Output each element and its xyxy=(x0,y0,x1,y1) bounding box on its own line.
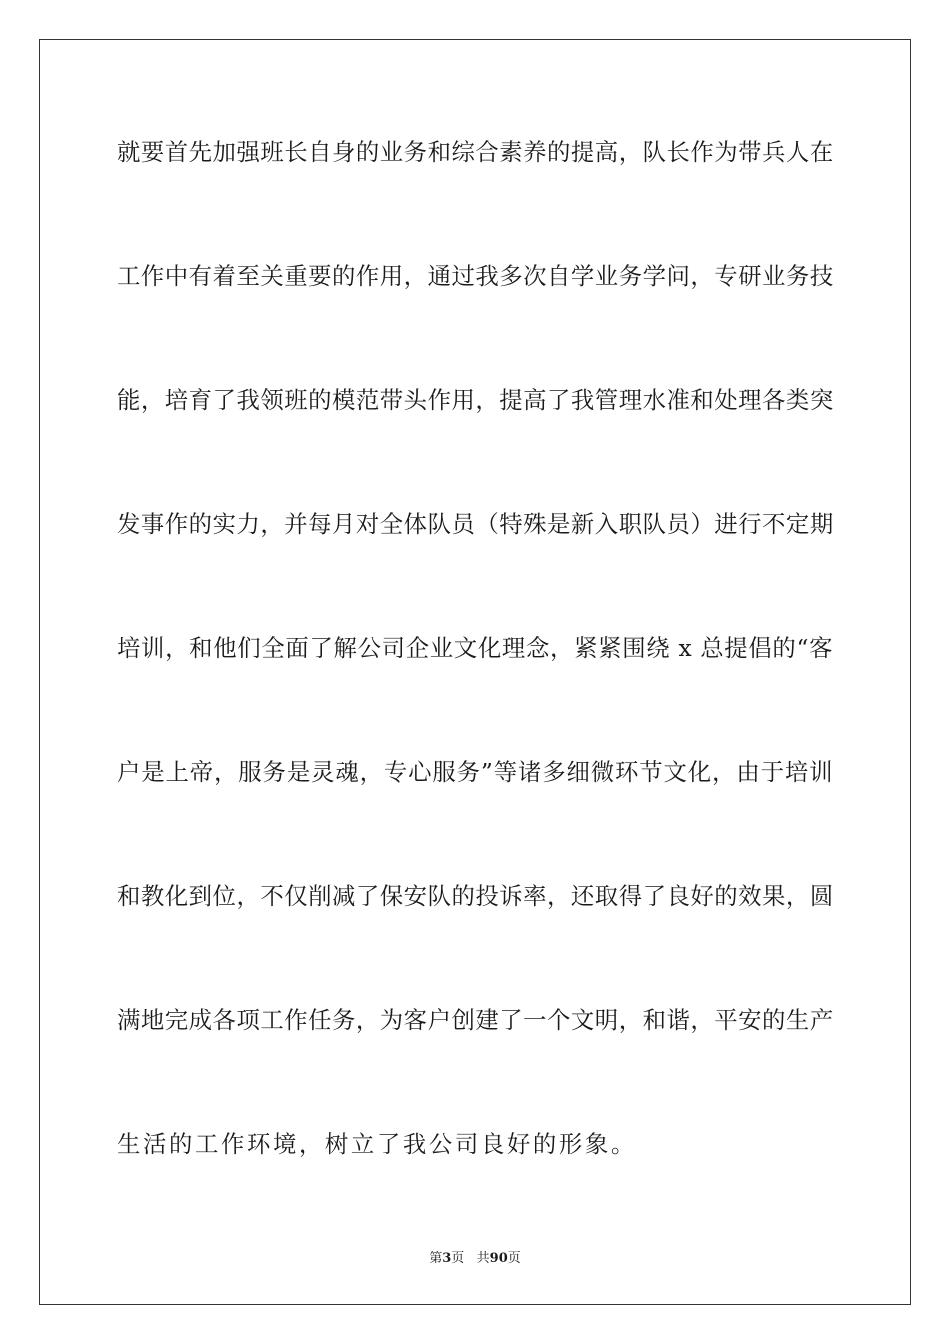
text-line-4: 发事作的实力，并每月对全体队员（特殊是新入职队员）进行不定期 xyxy=(117,510,834,538)
total-page-count: 90 xyxy=(489,1251,508,1266)
current-page-number: 3 xyxy=(442,1251,452,1266)
text-line-9: 生活的工作环境，树立了我公司良好的形象。 xyxy=(117,1130,637,1158)
text-line-8: 满地完成各项工作任务，为客户创建了一个文明，和谐，平安的生产 xyxy=(117,1006,834,1034)
footer-total-suffix: 页 xyxy=(507,1251,521,1266)
text-line-7: 和教化到位，不仅削减了保安队的投诉率，还取得了良好的效果，圆 xyxy=(117,882,834,910)
text-line-6: 户是上帝，服务是灵魂，专心服务”等诸多细微环节文化，由于培训 xyxy=(117,758,833,786)
page-footer xyxy=(0,1251,950,1267)
body-paragraph xyxy=(117,118,833,1234)
text-line-1: 就要首先加强班长自身的业务和综合素养的提高，队长作为带兵人在 xyxy=(117,138,834,166)
text-line-3: 能，培育了我领班的模范带头作用，提高了我管理水准和处理各类突 xyxy=(117,386,834,414)
text-line-5: 培训，和他们全面了解公司企业文化理念，紧紧围绕 x 总提倡的“客 xyxy=(117,634,833,662)
text-line-2: 工作中有着至关重要的作用，通过我多次自学业务学问，专研业务技 xyxy=(117,262,834,290)
footer-page-suffix: 页 共 xyxy=(451,1251,490,1266)
footer-page-prefix: 第 xyxy=(429,1251,443,1266)
